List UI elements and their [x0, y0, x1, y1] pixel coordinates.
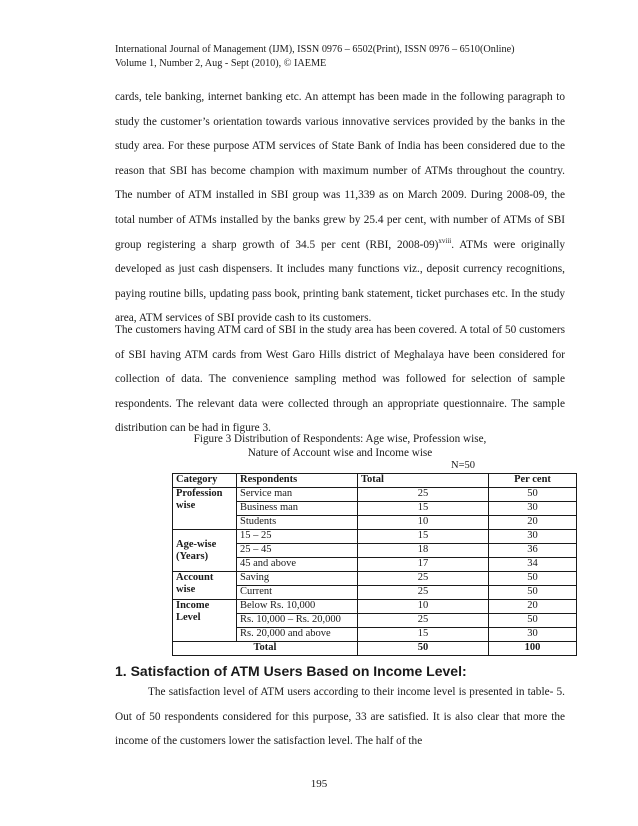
- row-total: 18: [358, 544, 489, 558]
- table-row: [173, 516, 577, 530]
- row-label: Current: [237, 586, 358, 600]
- row-percent: 36: [489, 544, 577, 558]
- category-income: Income Level: [173, 600, 237, 642]
- table-row: [173, 488, 577, 502]
- row-label: Service man: [237, 488, 358, 502]
- row-total: 25: [358, 614, 489, 628]
- paragraph-atm-intro-text: cards, tele banking, internet banking etc. An attempt has been made in the following paragraph to study the customer’s orientation towards various innovative services provided by the banks in the study area. For these purpose ATM services of State Bank of India has been considered due to the reason that SBI has become champion with maximum number of ATMs throughout the country. The number of ATM installed in SBI group was 11,339 as on March 2009. During 2008-09, the total number of ATMs installed by the banks grew by 25.4 per cent, with number of ATMs of SBI group registering a sharp growth of 34.5 per cent (RBI, 2008-09): [115, 91, 565, 251]
- paragraph-atm-intro-cont: . ATMs were originally developed as just cash dispensers. It includes many functions viz., deposit currency recognitions, paying routine bills, updating pass book, printing bank statement, ticket purchases etc. In the study area, ATM services of SBI provide cash to its customers.: [115, 238, 565, 325]
- header-line-1: International Journal of Management (IJM), ISSN 0976 – 6502(Print), ISSN 0976 – 6510(Online): [115, 44, 515, 55]
- row-label: Rs. 20,000 and above: [237, 628, 358, 642]
- row-label: Students: [237, 516, 358, 530]
- row-label: 25 – 45: [237, 544, 358, 558]
- figure-caption: [115, 433, 565, 460]
- page-number: 195: [310, 778, 328, 790]
- row-label: 45 and above: [237, 558, 358, 572]
- row-total: 25: [358, 572, 489, 586]
- row-label: 15 – 25: [237, 530, 358, 544]
- figure-caption-line-2: Nature of Account wise and Income wise: [247, 446, 433, 459]
- total-percent: 100: [489, 642, 577, 656]
- row-total: 15: [358, 628, 489, 642]
- row-label: Below Rs. 10,000: [237, 600, 358, 614]
- row-total: 15: [358, 502, 489, 516]
- row-percent: 30: [489, 530, 577, 544]
- table-row: [173, 572, 577, 586]
- paragraph-sample: The customers having ATM card of SBI in the study area has been covered. A total of 50 customers of SBI having ATM cards from West Garo Hills district of Meghalaya have been considered for collection of data. The convenience sampling method was followed for selection of sample respondents. The relevant data were collected through an appropriate questionnaire. The sample distribution can be had in figure 3.: [115, 324, 565, 435]
- table-row: [173, 530, 577, 544]
- row-total: 10: [358, 600, 489, 614]
- distribution-table: [172, 473, 577, 656]
- row-label: Saving: [237, 572, 358, 586]
- total-count: 50: [358, 642, 489, 656]
- category-blank: [173, 516, 237, 530]
- row-percent: 50: [489, 572, 577, 586]
- row-percent: 20: [489, 600, 577, 614]
- row-label: Business man: [237, 502, 358, 516]
- sample-size-label: N=50: [450, 460, 475, 471]
- paragraph-satisfaction: The satisfaction level of ATM users according to their income level is presented in table- 5. Out of 50 respondents considered for this purpose, 33 are satisfied. It is also clear that more the income of the customers lower the satisfaction level. The half of the: [115, 686, 565, 748]
- row-label: Rs. 10,000 – Rs. 20,000: [237, 614, 358, 628]
- row-total: 25: [358, 586, 489, 600]
- row-total: 25: [358, 488, 489, 502]
- category-account: Account wise: [173, 572, 237, 600]
- row-percent: 34: [489, 558, 577, 572]
- row-percent: 30: [489, 628, 577, 642]
- section-heading: 1. Satisfaction of ATM Users Based on Income Level:: [115, 663, 467, 679]
- category-profession: Profession wise: [173, 488, 237, 516]
- row-total: 10: [358, 516, 489, 530]
- header-respondents: Respondents: [237, 474, 358, 488]
- row-percent: 50: [489, 488, 577, 502]
- category-age: Age-wise (Years): [173, 530, 237, 572]
- row-percent: 30: [489, 502, 577, 516]
- row-percent: 20: [489, 516, 577, 530]
- header-total: Total: [358, 474, 489, 488]
- row-percent: 50: [489, 614, 577, 628]
- table-row: [173, 600, 577, 614]
- row-total: 15: [358, 530, 489, 544]
- header-line-2: Volume 1, Number 2, Aug - Sept (2010), © IAEME: [115, 58, 327, 69]
- header-per-cent: Per cent: [489, 474, 577, 488]
- figure-caption-line-1: Figure 3 Distribution of Respondents: Age wise, Profession wise,: [193, 433, 487, 445]
- table-total-row: [173, 642, 577, 656]
- row-total: 17: [358, 558, 489, 572]
- journal-header: [115, 43, 515, 71]
- table-header-row: [173, 474, 577, 488]
- paragraph-atm-intro: [115, 85, 565, 331]
- total-label: Total: [173, 642, 358, 656]
- row-percent: 50: [489, 586, 577, 600]
- header-category: Category: [173, 474, 237, 488]
- footnote-ref: xviii: [438, 236, 452, 245]
